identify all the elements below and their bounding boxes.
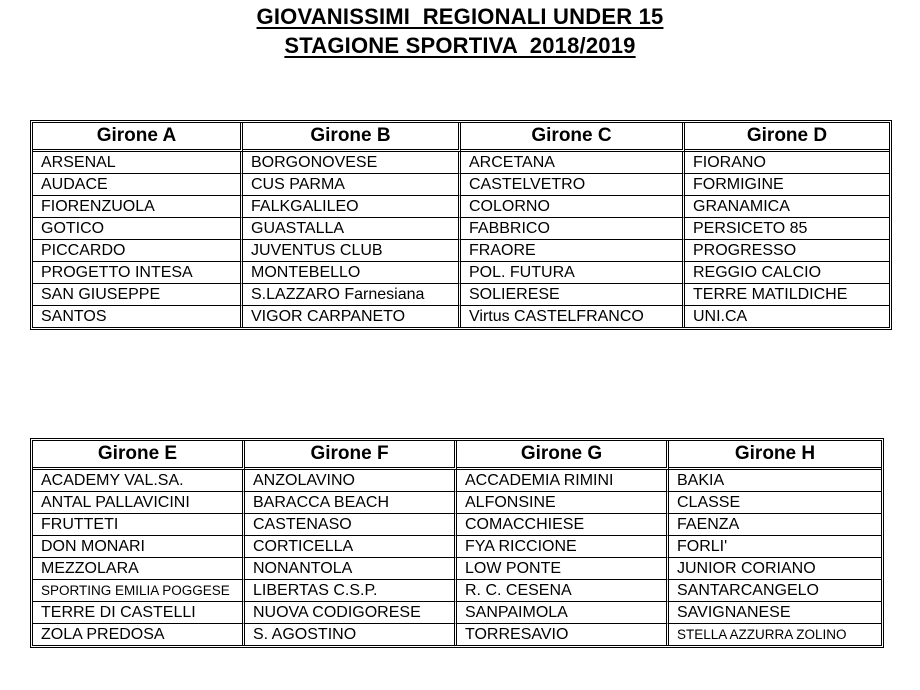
table-row <box>33 580 881 602</box>
team-cell: DON MONARI <box>33 536 245 558</box>
team-cell: MEZZOLARA <box>33 558 245 580</box>
team-cell: LIBERTAS C.S.P. <box>245 580 457 602</box>
table-row <box>33 196 889 218</box>
team-cell: FORMIGINE <box>685 174 889 196</box>
team-cell: CASTENASO <box>245 514 457 536</box>
team-cell: CORTICELLA <box>245 536 457 558</box>
team-cell: PICCARDO <box>33 240 243 262</box>
team-cell: FABBRICO <box>461 218 685 240</box>
table-row <box>33 624 881 645</box>
team-cell: FYA RICCIONE <box>457 536 669 558</box>
team-cell: FIORANO <box>685 152 889 174</box>
title-line-2: STAGIONE SPORTIVA 2018/2019 <box>284 33 636 58</box>
team-cell: ZOLA PREDOSA <box>33 624 245 645</box>
table-row <box>33 262 889 284</box>
team-cell: SANTARCANGELO <box>669 580 881 602</box>
table-row <box>33 536 881 558</box>
team-cell: SAN GIUSEPPE <box>33 284 243 306</box>
team-cell: SOLIERESE <box>461 284 685 306</box>
table-row <box>33 218 889 240</box>
groups-table-e-h <box>30 438 884 648</box>
header-girone-a: Girone A <box>33 123 243 152</box>
team-cell: FRAORE <box>461 240 685 262</box>
team-cell: MONTEBELLO <box>243 262 461 284</box>
team-cell: ALFONSINE <box>457 492 669 514</box>
team-cell: FAENZA <box>669 514 881 536</box>
team-cell: FALKGALILEO <box>243 196 461 218</box>
table-row <box>33 174 889 196</box>
team-cell: CLASSE <box>669 492 881 514</box>
team-cell: UNI.CA <box>693 308 748 325</box>
team-cell: ARCETANA <box>461 152 685 174</box>
team-cell: R. C. CESENA <box>457 580 669 602</box>
team-cell: S.LAZZARO Farnesiana <box>243 284 461 306</box>
team-cell: PROGETTO INTESA <box>33 262 243 284</box>
team-cell: ACADEMY VAL.SA. <box>33 470 245 492</box>
table-row <box>33 284 889 306</box>
team-cell: GUASTALLA <box>243 218 461 240</box>
team-cell: GRANAMICA <box>685 196 889 218</box>
team-cell: ANTAL PALLAVICINI <box>33 492 245 514</box>
team-cell: FIORENZUOLA <box>33 196 243 218</box>
team-cell: SPORTING EMILIA POGGESE <box>33 580 245 602</box>
header-girone-d: Girone D <box>685 123 889 152</box>
table-row <box>33 152 889 174</box>
team-cell: SANPAIMOLA <box>457 602 669 624</box>
team-cell: LOW PONTE <box>457 558 669 580</box>
team-cell: REGGIO CALCIO <box>685 262 889 284</box>
team-cell: NONANTOLA <box>245 558 457 580</box>
team-cell: FRUTTETI <box>33 514 245 536</box>
team-cell: CUS PARMA <box>243 174 461 196</box>
team-cell: VIGOR CARPANETO <box>243 306 461 327</box>
title-line-1: GIOVANISSIMI REGIONALI UNDER 15 <box>256 4 664 29</box>
header-girone-g: Girone G <box>457 441 669 470</box>
team-cell: SANTOS <box>33 306 243 327</box>
header-girone-b: Girone B <box>243 123 461 152</box>
table-row <box>33 492 881 514</box>
header-girone-e: Girone E <box>33 441 245 470</box>
table-row <box>33 558 881 580</box>
team-cell: TORRESAVIO <box>457 624 669 645</box>
team-cell: S. AGOSTINO <box>245 624 457 645</box>
team-cell: TERRE DI CASTELLI <box>33 602 245 624</box>
team-cell: PROGRESSO <box>685 240 889 262</box>
team-cell: BAKIA <box>669 470 881 492</box>
team-cell: ARSENAL <box>33 152 243 174</box>
team-cell: ACCADEMIA RIMINI <box>457 470 669 492</box>
header-girone-c: Girone C <box>461 123 685 152</box>
header-girone-h: Girone H <box>669 441 881 470</box>
team-cell: JUNIOR CORIANO <box>669 558 881 580</box>
table-row <box>33 602 881 624</box>
header-girone-f: Girone F <box>245 441 457 470</box>
table-row <box>33 306 889 327</box>
team-cell: JUVENTUS CLUB <box>243 240 461 262</box>
team-cell: BORGONOVESE <box>243 152 461 174</box>
groups-table-a-d <box>30 120 892 330</box>
team-cell: FORLI' <box>669 536 881 558</box>
table-row <box>33 240 889 262</box>
team-cell: POL. FUTURA <box>461 262 685 284</box>
table-row <box>33 470 881 492</box>
team-cell: COLORNO <box>461 196 685 218</box>
team-cell: SAVIGNANESE <box>669 602 881 624</box>
team-cell: STELLA AZZURRA ZOLINO <box>677 627 847 642</box>
header-row <box>33 441 881 470</box>
team-cell: Virtus CASTELFRANCO <box>461 306 685 327</box>
team-cell: NUOVA CODIGORESE <box>245 602 457 624</box>
table-row <box>33 514 881 536</box>
header-row <box>33 123 889 152</box>
team-cell: TERRE MATILDICHE <box>685 284 889 306</box>
team-cell: CASTELVETRO <box>461 174 685 196</box>
team-cell: AUDACE <box>33 174 243 196</box>
team-cell: PERSICETO 85 <box>685 218 889 240</box>
team-cell: ANZOLAVINO <box>245 470 457 492</box>
team-cell: BARACCA BEACH <box>245 492 457 514</box>
team-cell: COMACCHIESE <box>457 514 669 536</box>
team-cell: GOTICO <box>33 218 243 240</box>
